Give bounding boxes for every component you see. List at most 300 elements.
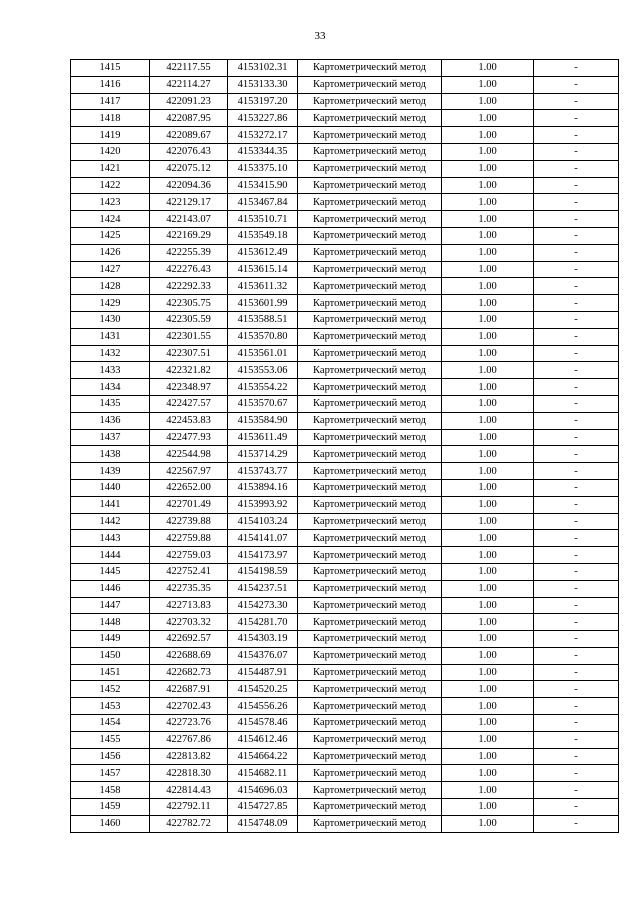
x-coordinate-cell: 422427.57 <box>150 395 228 412</box>
note-cell: - <box>534 782 619 799</box>
table-row <box>71 110 619 127</box>
accuracy-cell: 1.00 <box>442 799 534 816</box>
y-coordinate-cell: 4154682.11 <box>228 765 298 782</box>
method-cell: Картометрический метод <box>298 244 442 261</box>
table-row <box>71 177 619 194</box>
note-cell: - <box>534 328 619 345</box>
point-number-cell: 1443 <box>71 530 150 547</box>
point-number-cell: 1420 <box>71 143 150 160</box>
y-coordinate-cell: 4154664.22 <box>228 748 298 765</box>
point-number-cell: 1423 <box>71 194 150 211</box>
y-coordinate-cell: 4153510.71 <box>228 211 298 228</box>
table-row <box>71 597 619 614</box>
x-coordinate-cell: 422713.83 <box>150 597 228 614</box>
accuracy-cell: 1.00 <box>442 328 534 345</box>
note-cell: - <box>534 631 619 648</box>
table-row <box>71 278 619 295</box>
table-row <box>71 580 619 597</box>
point-number-cell: 1417 <box>71 93 150 110</box>
table-row <box>71 412 619 429</box>
method-cell: Картометрический метод <box>298 782 442 799</box>
point-number-cell: 1440 <box>71 479 150 496</box>
note-cell: - <box>534 799 619 816</box>
x-coordinate-cell: 422759.88 <box>150 530 228 547</box>
method-cell: Картометрический метод <box>298 748 442 765</box>
table-row <box>71 748 619 765</box>
method-cell: Картометрический метод <box>298 311 442 328</box>
table-row <box>71 530 619 547</box>
note-cell: - <box>534 60 619 77</box>
method-cell: Картометрический метод <box>298 345 442 362</box>
y-coordinate-cell: 4153375.10 <box>228 160 298 177</box>
x-coordinate-cell: 422688.69 <box>150 647 228 664</box>
table-row <box>71 429 619 446</box>
y-coordinate-cell: 4153197.20 <box>228 93 298 110</box>
point-number-cell: 1457 <box>71 765 150 782</box>
point-number-cell: 1429 <box>71 295 150 312</box>
accuracy-cell: 1.00 <box>442 211 534 228</box>
y-coordinate-cell: 4153561.01 <box>228 345 298 362</box>
accuracy-cell: 1.00 <box>442 194 534 211</box>
x-coordinate-cell: 422305.59 <box>150 311 228 328</box>
note-cell: - <box>534 211 619 228</box>
point-number-cell: 1431 <box>71 328 150 345</box>
accuracy-cell: 1.00 <box>442 278 534 295</box>
table-row <box>71 681 619 698</box>
y-coordinate-cell: 4153615.14 <box>228 261 298 278</box>
y-coordinate-cell: 4154173.97 <box>228 547 298 564</box>
y-coordinate-cell: 4153554.22 <box>228 379 298 396</box>
method-cell: Картометрический метод <box>298 547 442 564</box>
note-cell: - <box>534 614 619 631</box>
point-number-cell: 1430 <box>71 311 150 328</box>
point-number-cell: 1437 <box>71 429 150 446</box>
note-cell: - <box>534 815 619 832</box>
x-coordinate-cell: 422075.12 <box>150 160 228 177</box>
method-cell: Картометрический метод <box>298 513 442 530</box>
y-coordinate-cell: 4153588.51 <box>228 311 298 328</box>
accuracy-cell: 1.00 <box>442 463 534 480</box>
x-coordinate-cell: 422818.30 <box>150 765 228 782</box>
y-coordinate-cell: 4153344.35 <box>228 143 298 160</box>
accuracy-cell: 1.00 <box>442 261 534 278</box>
accuracy-cell: 1.00 <box>442 177 534 194</box>
table-row <box>71 328 619 345</box>
point-number-cell: 1452 <box>71 681 150 698</box>
point-number-cell: 1434 <box>71 379 150 396</box>
note-cell: - <box>534 194 619 211</box>
x-coordinate-cell: 422682.73 <box>150 664 228 681</box>
table-row <box>71 715 619 732</box>
note-cell: - <box>534 244 619 261</box>
coordinates-table <box>70 59 619 833</box>
x-coordinate-cell: 422702.43 <box>150 698 228 715</box>
method-cell: Картометрический метод <box>298 563 442 580</box>
table-row <box>71 160 619 177</box>
method-cell: Картометрический метод <box>298 664 442 681</box>
table-row <box>71 127 619 144</box>
y-coordinate-cell: 4153611.32 <box>228 278 298 295</box>
table-row <box>71 379 619 396</box>
x-coordinate-cell: 422767.86 <box>150 731 228 748</box>
note-cell: - <box>534 227 619 244</box>
accuracy-cell: 1.00 <box>442 362 534 379</box>
x-coordinate-cell: 422739.88 <box>150 513 228 530</box>
note-cell: - <box>534 160 619 177</box>
table-row <box>71 479 619 496</box>
method-cell: Картометрический метод <box>298 496 442 513</box>
point-number-cell: 1418 <box>71 110 150 127</box>
accuracy-cell: 1.00 <box>442 765 534 782</box>
accuracy-cell: 1.00 <box>442 782 534 799</box>
method-cell: Картометрический метод <box>298 463 442 480</box>
accuracy-cell: 1.00 <box>442 547 534 564</box>
y-coordinate-cell: 4153570.80 <box>228 328 298 345</box>
point-number-cell: 1439 <box>71 463 150 480</box>
table-row <box>71 664 619 681</box>
x-coordinate-cell: 422117.55 <box>150 60 228 77</box>
y-coordinate-cell: 4154612.46 <box>228 731 298 748</box>
table-row <box>71 295 619 312</box>
method-cell: Картометрический метод <box>298 580 442 597</box>
accuracy-cell: 1.00 <box>442 379 534 396</box>
table-row <box>71 93 619 110</box>
page-number: 33 <box>314 30 326 42</box>
x-coordinate-cell: 422813.82 <box>150 748 228 765</box>
y-coordinate-cell: 4153743.77 <box>228 463 298 480</box>
y-coordinate-cell: 4154273.30 <box>228 597 298 614</box>
accuracy-cell: 1.00 <box>442 311 534 328</box>
note-cell: - <box>534 379 619 396</box>
x-coordinate-cell: 422114.27 <box>150 76 228 93</box>
point-number-cell: 1444 <box>71 547 150 564</box>
method-cell: Картометрический метод <box>298 698 442 715</box>
method-cell: Картометрический метод <box>298 614 442 631</box>
x-coordinate-cell: 422255.39 <box>150 244 228 261</box>
y-coordinate-cell: 4153584.90 <box>228 412 298 429</box>
point-number-cell: 1426 <box>71 244 150 261</box>
x-coordinate-cell: 422814.43 <box>150 782 228 799</box>
y-coordinate-cell: 4154578.46 <box>228 715 298 732</box>
accuracy-cell: 1.00 <box>442 496 534 513</box>
point-number-cell: 1415 <box>71 60 150 77</box>
y-coordinate-cell: 4153714.29 <box>228 446 298 463</box>
table-row <box>71 614 619 631</box>
y-coordinate-cell: 4153467.84 <box>228 194 298 211</box>
point-number-cell: 1424 <box>71 211 150 228</box>
coordinates-table-body <box>71 60 619 833</box>
method-cell: Картометрический метод <box>298 76 442 93</box>
y-coordinate-cell: 4153601.99 <box>228 295 298 312</box>
x-coordinate-cell: 422652.00 <box>150 479 228 496</box>
method-cell: Картометрический метод <box>298 765 442 782</box>
y-coordinate-cell: 4153553.06 <box>228 362 298 379</box>
y-coordinate-cell: 4154487.91 <box>228 664 298 681</box>
y-coordinate-cell: 4153102.31 <box>228 60 298 77</box>
method-cell: Картометрический метод <box>298 395 442 412</box>
y-coordinate-cell: 4154237.51 <box>228 580 298 597</box>
y-coordinate-cell: 4154727.85 <box>228 799 298 816</box>
x-coordinate-cell: 422453.83 <box>150 412 228 429</box>
y-coordinate-cell: 4153272.17 <box>228 127 298 144</box>
method-cell: Картометрический метод <box>298 60 442 77</box>
y-coordinate-cell: 4154281.70 <box>228 614 298 631</box>
y-coordinate-cell: 4153570.67 <box>228 395 298 412</box>
point-number-cell: 1460 <box>71 815 150 832</box>
note-cell: - <box>534 765 619 782</box>
point-number-cell: 1459 <box>71 799 150 816</box>
method-cell: Картометрический метод <box>298 379 442 396</box>
point-number-cell: 1422 <box>71 177 150 194</box>
method-cell: Картометрический метод <box>298 362 442 379</box>
point-number-cell: 1454 <box>71 715 150 732</box>
x-coordinate-cell: 422348.97 <box>150 379 228 396</box>
method-cell: Картометрический метод <box>298 731 442 748</box>
note-cell: - <box>534 530 619 547</box>
y-coordinate-cell: 4154556.26 <box>228 698 298 715</box>
accuracy-cell: 1.00 <box>442 76 534 93</box>
note-cell: - <box>534 513 619 530</box>
y-coordinate-cell: 4153415.90 <box>228 177 298 194</box>
y-coordinate-cell: 4153612.49 <box>228 244 298 261</box>
method-cell: Картометрический метод <box>298 177 442 194</box>
method-cell: Картометрический метод <box>298 412 442 429</box>
accuracy-cell: 1.00 <box>442 647 534 664</box>
x-coordinate-cell: 422307.51 <box>150 345 228 362</box>
point-number-cell: 1445 <box>71 563 150 580</box>
table-row <box>71 815 619 832</box>
note-cell: - <box>534 597 619 614</box>
table-row <box>71 765 619 782</box>
table-row <box>71 463 619 480</box>
table-row <box>71 547 619 564</box>
x-coordinate-cell: 422723.76 <box>150 715 228 732</box>
point-number-cell: 1421 <box>71 160 150 177</box>
note-cell: - <box>534 345 619 362</box>
accuracy-cell: 1.00 <box>442 127 534 144</box>
note-cell: - <box>534 412 619 429</box>
table-row <box>71 194 619 211</box>
table-row <box>71 647 619 664</box>
point-number-cell: 1435 <box>71 395 150 412</box>
method-cell: Картометрический метод <box>298 681 442 698</box>
y-coordinate-cell: 4154376.07 <box>228 647 298 664</box>
table-row <box>71 698 619 715</box>
table-row <box>71 782 619 799</box>
method-cell: Картометрический метод <box>298 211 442 228</box>
note-cell: - <box>534 731 619 748</box>
point-number-cell: 1448 <box>71 614 150 631</box>
note-cell: - <box>534 93 619 110</box>
y-coordinate-cell: 4154198.59 <box>228 563 298 580</box>
method-cell: Картометрический метод <box>298 194 442 211</box>
table-row <box>71 311 619 328</box>
note-cell: - <box>534 261 619 278</box>
x-coordinate-cell: 422687.91 <box>150 681 228 698</box>
x-coordinate-cell: 422094.36 <box>150 177 228 194</box>
x-coordinate-cell: 422692.57 <box>150 631 228 648</box>
point-number-cell: 1436 <box>71 412 150 429</box>
point-number-cell: 1446 <box>71 580 150 597</box>
accuracy-cell: 1.00 <box>442 143 534 160</box>
method-cell: Картометрический метод <box>298 815 442 832</box>
note-cell: - <box>534 362 619 379</box>
note-cell: - <box>534 127 619 144</box>
table-row <box>71 799 619 816</box>
table-row <box>71 446 619 463</box>
method-cell: Картометрический метод <box>298 110 442 127</box>
accuracy-cell: 1.00 <box>442 227 534 244</box>
y-coordinate-cell: 4153133.30 <box>228 76 298 93</box>
method-cell: Картометрический метод <box>298 429 442 446</box>
table-row <box>71 227 619 244</box>
x-coordinate-cell: 422321.82 <box>150 362 228 379</box>
y-coordinate-cell: 4154303.19 <box>228 631 298 648</box>
note-cell: - <box>534 76 619 93</box>
point-number-cell: 1449 <box>71 631 150 648</box>
method-cell: Картометрический метод <box>298 143 442 160</box>
accuracy-cell: 1.00 <box>442 597 534 614</box>
accuracy-cell: 1.00 <box>442 60 534 77</box>
method-cell: Картометрический метод <box>298 261 442 278</box>
note-cell: - <box>534 479 619 496</box>
accuracy-cell: 1.00 <box>442 748 534 765</box>
y-coordinate-cell: 4153993.92 <box>228 496 298 513</box>
x-coordinate-cell: 422087.95 <box>150 110 228 127</box>
method-cell: Картометрический метод <box>298 295 442 312</box>
table-row <box>71 731 619 748</box>
x-coordinate-cell: 422759.03 <box>150 547 228 564</box>
x-coordinate-cell: 422091.23 <box>150 93 228 110</box>
note-cell: - <box>534 698 619 715</box>
method-cell: Картометрический метод <box>298 127 442 144</box>
accuracy-cell: 1.00 <box>442 681 534 698</box>
table-row <box>71 631 619 648</box>
point-number-cell: 1441 <box>71 496 150 513</box>
x-coordinate-cell: 422089.67 <box>150 127 228 144</box>
y-coordinate-cell: 4154103.24 <box>228 513 298 530</box>
method-cell: Картометрический метод <box>298 597 442 614</box>
note-cell: - <box>534 429 619 446</box>
accuracy-cell: 1.00 <box>442 395 534 412</box>
point-number-cell: 1425 <box>71 227 150 244</box>
x-coordinate-cell: 422567.97 <box>150 463 228 480</box>
accuracy-cell: 1.00 <box>442 446 534 463</box>
method-cell: Картометрический метод <box>298 160 442 177</box>
table-row <box>71 563 619 580</box>
note-cell: - <box>534 580 619 597</box>
table-row <box>71 211 619 228</box>
method-cell: Картометрический метод <box>298 715 442 732</box>
method-cell: Картометрический метод <box>298 799 442 816</box>
note-cell: - <box>534 143 619 160</box>
note-cell: - <box>534 278 619 295</box>
note-cell: - <box>534 496 619 513</box>
x-coordinate-cell: 422301.55 <box>150 328 228 345</box>
x-coordinate-cell: 422782.72 <box>150 815 228 832</box>
table-row <box>71 395 619 412</box>
point-number-cell: 1455 <box>71 731 150 748</box>
x-coordinate-cell: 422276.43 <box>150 261 228 278</box>
x-coordinate-cell: 422129.17 <box>150 194 228 211</box>
method-cell: Картометрический метод <box>298 631 442 648</box>
accuracy-cell: 1.00 <box>442 429 534 446</box>
point-number-cell: 1453 <box>71 698 150 715</box>
note-cell: - <box>534 681 619 698</box>
point-number-cell: 1442 <box>71 513 150 530</box>
table-row <box>71 143 619 160</box>
accuracy-cell: 1.00 <box>442 698 534 715</box>
note-cell: - <box>534 463 619 480</box>
x-coordinate-cell: 422752.41 <box>150 563 228 580</box>
note-cell: - <box>534 311 619 328</box>
method-cell: Картометрический метод <box>298 446 442 463</box>
x-coordinate-cell: 422169.29 <box>150 227 228 244</box>
note-cell: - <box>534 177 619 194</box>
accuracy-cell: 1.00 <box>442 530 534 547</box>
note-cell: - <box>534 295 619 312</box>
accuracy-cell: 1.00 <box>442 479 534 496</box>
table-row <box>71 60 619 77</box>
point-number-cell: 1456 <box>71 748 150 765</box>
table-row <box>71 496 619 513</box>
method-cell: Картометрический метод <box>298 647 442 664</box>
note-cell: - <box>534 715 619 732</box>
x-coordinate-cell: 422477.93 <box>150 429 228 446</box>
table-row <box>71 261 619 278</box>
accuracy-cell: 1.00 <box>442 513 534 530</box>
accuracy-cell: 1.00 <box>442 715 534 732</box>
point-number-cell: 1447 <box>71 597 150 614</box>
note-cell: - <box>534 110 619 127</box>
table-row <box>71 362 619 379</box>
accuracy-cell: 1.00 <box>442 631 534 648</box>
x-coordinate-cell: 422305.75 <box>150 295 228 312</box>
accuracy-cell: 1.00 <box>442 244 534 261</box>
point-number-cell: 1458 <box>71 782 150 799</box>
accuracy-cell: 1.00 <box>442 110 534 127</box>
x-coordinate-cell: 422076.43 <box>150 143 228 160</box>
y-coordinate-cell: 4153611.49 <box>228 429 298 446</box>
accuracy-cell: 1.00 <box>442 815 534 832</box>
x-coordinate-cell: 422143.07 <box>150 211 228 228</box>
note-cell: - <box>534 748 619 765</box>
table-row <box>71 244 619 261</box>
accuracy-cell: 1.00 <box>442 295 534 312</box>
x-coordinate-cell: 422792.11 <box>150 799 228 816</box>
method-cell: Картометрический метод <box>298 530 442 547</box>
y-coordinate-cell: 4154520.25 <box>228 681 298 698</box>
accuracy-cell: 1.00 <box>442 345 534 362</box>
point-number-cell: 1433 <box>71 362 150 379</box>
point-number-cell: 1419 <box>71 127 150 144</box>
point-number-cell: 1451 <box>71 664 150 681</box>
accuracy-cell: 1.00 <box>442 412 534 429</box>
accuracy-cell: 1.00 <box>442 160 534 177</box>
accuracy-cell: 1.00 <box>442 731 534 748</box>
note-cell: - <box>534 395 619 412</box>
x-coordinate-cell: 422292.33 <box>150 278 228 295</box>
point-number-cell: 1450 <box>71 647 150 664</box>
method-cell: Картометрический метод <box>298 328 442 345</box>
method-cell: Картометрический метод <box>298 93 442 110</box>
y-coordinate-cell: 4153549.18 <box>228 227 298 244</box>
y-coordinate-cell: 4154141.07 <box>228 530 298 547</box>
x-coordinate-cell: 422735.35 <box>150 580 228 597</box>
point-number-cell: 1416 <box>71 76 150 93</box>
note-cell: - <box>534 664 619 681</box>
table-row <box>71 76 619 93</box>
